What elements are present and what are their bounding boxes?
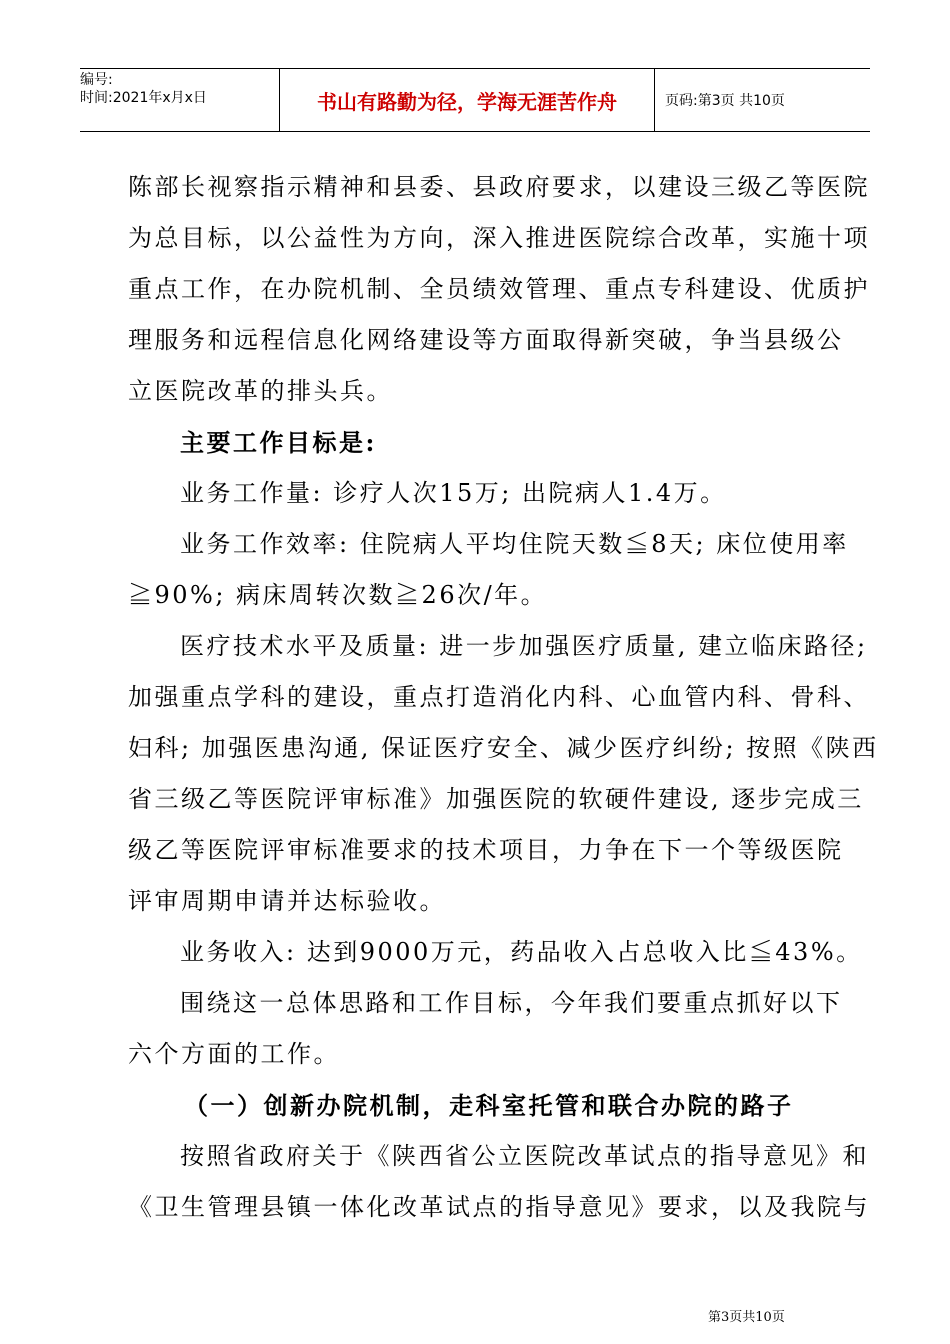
header-motto: 书山有路勤为径，学海无涯苦作舟 bbox=[280, 69, 655, 131]
paragraph-line: 立医院改革的排头兵。 bbox=[128, 377, 393, 405]
header-meta bbox=[80, 69, 280, 131]
document-body bbox=[128, 162, 879, 1233]
paragraph-line: 围绕这一总体思路和工作目标，今年我们要重点抓好以下 bbox=[180, 989, 843, 1017]
paragraph-line: 妇科; 加强医患沟通, 保证医疗安全、减少医疗纠纷; 按照《陕西 bbox=[128, 734, 879, 762]
paragraph-line: 按照省政府关于《陕西省公立医院改革试点的指导意见》和 bbox=[180, 1142, 869, 1170]
section-heading-goals: 主要工作目标是: bbox=[180, 428, 377, 457]
page-footer-number: 第3页共10页 bbox=[708, 1310, 785, 1325]
paragraph-line: 评审周期申请并达标验收。 bbox=[128, 887, 446, 915]
paragraph-line: 理服务和远程信息化网络建设等方面取得新突破，争当县级公 bbox=[128, 326, 844, 354]
paragraph-line: 陈部长视察指示精神和县委、县政府要求，以建设三级乙等医院 bbox=[128, 173, 870, 201]
page-header bbox=[80, 68, 870, 132]
paragraph-line: 业务收入: 达到9000万元，药品收入占总收入比≦43%。 bbox=[180, 938, 863, 966]
header-page-code: 页码:第3页 共10页 bbox=[665, 93, 785, 109]
paragraph-line: 医疗技术水平及质量: 进一步加强医疗质量, 建立临床路径; bbox=[180, 632, 868, 660]
section-heading-1: （一）创新办院机制，走科室托管和联合办院的路子 bbox=[184, 1091, 794, 1120]
paragraph-line: 省三级乙等医院评审标准》加强医院的软硬件建设, 逐步完成三 bbox=[128, 785, 864, 813]
paragraph-line: 重点工作，在办院机制、全员绩效管理、重点专科建设、优质护 bbox=[128, 275, 870, 303]
paragraph-line: ≧90%; 病床周转次数≧26次/年。 bbox=[128, 581, 548, 609]
paragraph-line: 为总目标，以公益性为方向，深入推进医院综合改革，实施十项 bbox=[128, 224, 870, 252]
paragraph-line: 业务工作效率: 住院病人平均住院天数≦8天; 床位使用率 bbox=[180, 530, 849, 558]
paragraph-line: 六个方面的工作。 bbox=[128, 1040, 340, 1068]
paragraph-line: 《卫生管理县镇一体化改革试点的指导意见》要求，以及我院与 bbox=[128, 1193, 870, 1221]
paragraph-line: 业务工作量: 诊疗人次15万; 出院病人1.4万。 bbox=[180, 479, 727, 507]
paragraph-line: 级乙等医院评审标准要求的技术项目，力争在下一个等级医院 bbox=[128, 836, 844, 864]
paragraph-line: 加强重点学科的建设，重点打造消化内科、心血管内科、骨科、 bbox=[128, 683, 870, 711]
serial-number-label: 编号: bbox=[80, 72, 113, 88]
date-label: 时间:2021年x月x日 bbox=[80, 90, 207, 106]
